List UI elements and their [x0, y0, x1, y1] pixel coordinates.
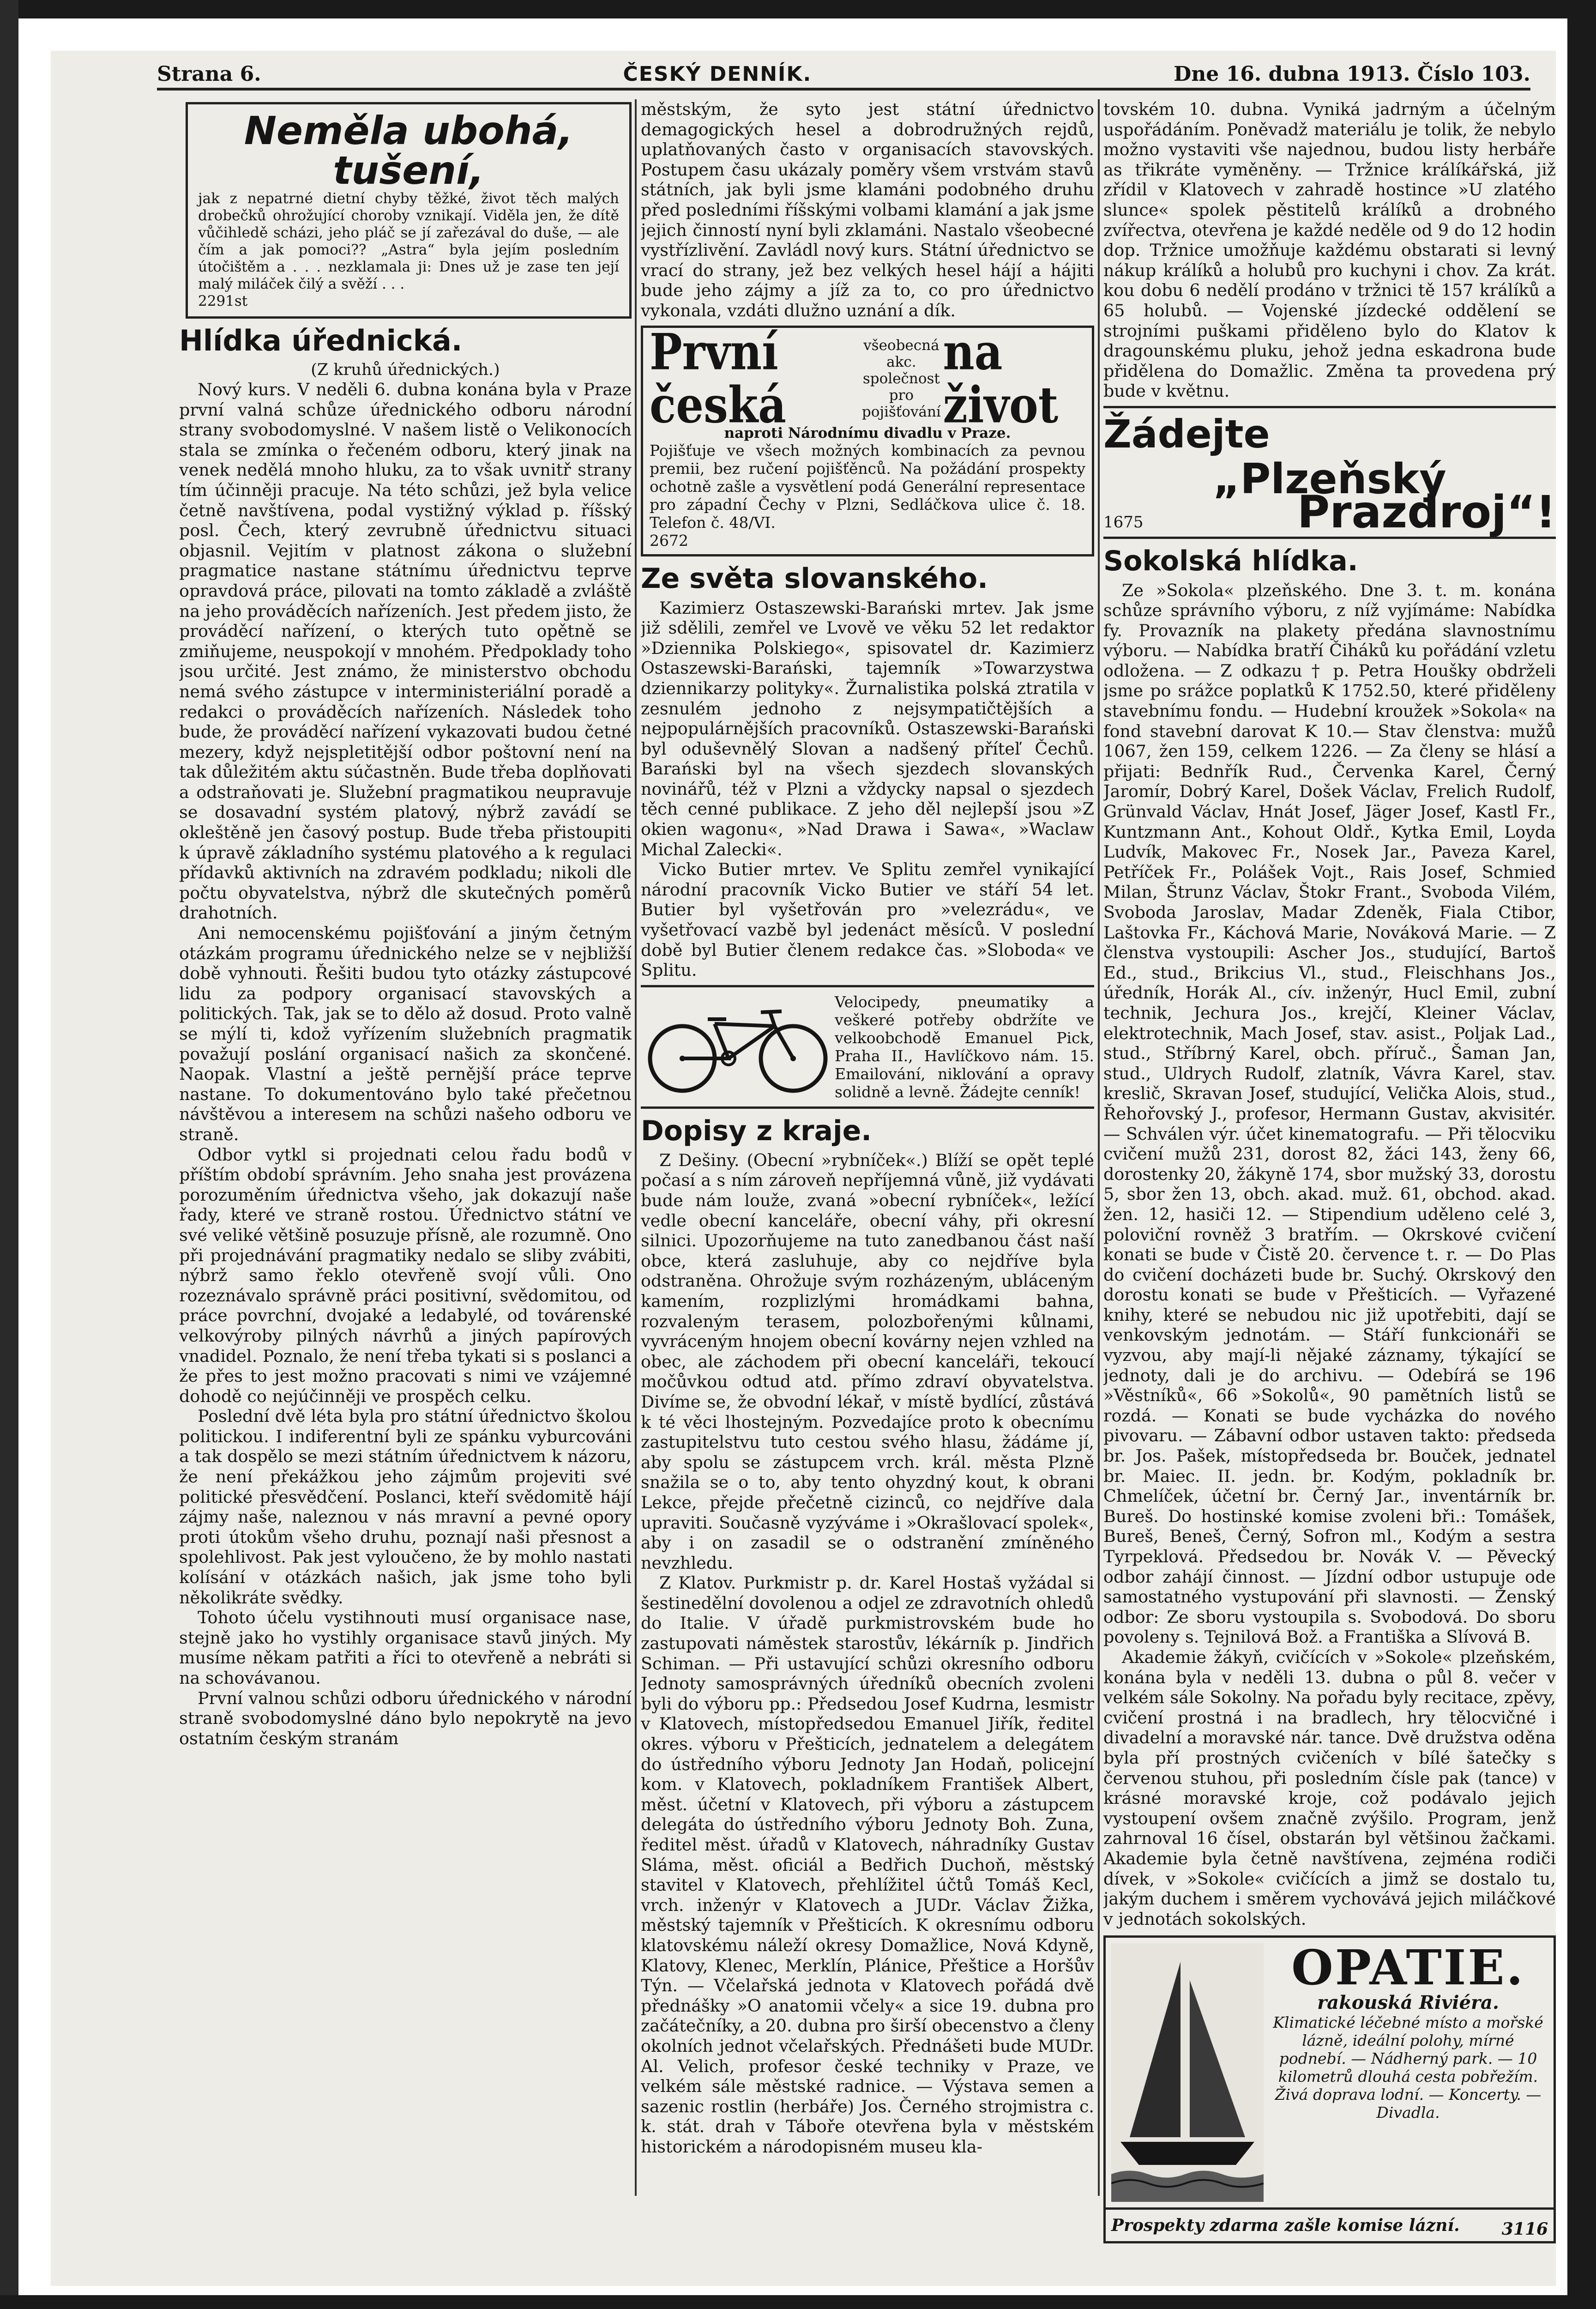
bicycle-icon: [641, 998, 835, 1095]
article-paragraph: Z Klatov. Purkmistr p. dr. Karel Hostaš vyžádal si šestinedělní dovolenou a odjel ze zdravotních ohledů do Italie. V úřadě purkmistrovském bude ho zastupovati náměstek starostův, lékárník p. Jindřich Schiman. — Při ustavující schůzi okresního odboru Jednoty samosprávných úředníků obecních zvoleni byli do výboru pp.: Předsedou Josef Kudrna, lesmistr v Klatovech, místopředsedou Emanuel Jiřík, ředitel okres. výboru v Přešticích, jednatelem a delegátem do ústředního výboru Jednoty Jan Hodaň, policejní kom. v Klatovech, pokladníkem František Albert, měst. účetní v Klatovech, při výboru a zástupcem delegáta do ústředního výboru Jednoty Boh. Zuna, ředitel měst. úřadů v Klatovech, náhradníky Gustav Sláma, měst. oficiál a Bedřich Duchoň, městský stavitel v Klatovech, přehlížitel účtů Tomáš Kecl, vrch. inženýr v Klatovech a JUDr. Václav Žižka, městský tajemník v Přešticích. K okresnímu odboru klatovskému náleží okresy Domažlice, Nová Kdyně, Klatovy, Klenec, Merklín, Plánice, Přeštice a Horšův Týn. — Včelařská jednota v Klatovech pořádá dvě přednášky »O anatomii včely« a sice 19. dubna pro začátečníky, a 20. dubna pro širší obecenstvo a členy okolních jednot včelařských. Přednášeti bude MUDr. Al. Velich, profesor české techniky v Praze, ve velkém sále městské radnice. — Výstava semen a sazenic rostlin (herbáře) Jos. Černého strojmistra c. k. stát. drah v Táboře otevřena byla v městském historickém a národopisném museu kla-: [641, 1573, 1094, 2157]
issue-date: Dne 16. dubna 1913. Číslo 103.: [1174, 62, 1530, 86]
ad-code: 2291st: [198, 293, 248, 309]
column-divider: [1098, 99, 1100, 2196]
article-paragraph: městským, že syto jest státní úřednictvo demagogických hesel a dobrodružných rejdů, uplatňovaných často v organisacích stavovských. Postupem času ukázaly poměry všem vrstvám stavů státních, jak byli jsme klamáni podobného druhu před posledními říšskými volbami klamání a jak jsme jejich činností nyní byli zklamáni. Nastalo všeobecné vystřízlivění. Zavládl nový kurs. Státní úřednictvo se vrací do strany, jež bez velkých hesel hájí a hájiti bude jeho zájmy a jíž za to, co pro úřednictvo vykonala, vzdáti dlužno uznání a dík.: [641, 99, 1094, 320]
bicycle-ad: [641, 985, 1094, 1109]
scan-border-left: [0, 0, 18, 2309]
article-paragraph: Kazimierz Ostaszewski-Barański mrtev. Jak jsme již sdělili, zemřel ve Lvově ve věku 52 let redaktor »Dziennika Polskiego«, spisovatel dr. Kazimierz Ostaszewski-Barański, tajemník »Towarzystwa dziennikarzy polityky«. Žurnalistika polská ztratila v zesnulém jednoho z nejsympatičtějších a nejpopulárnějších pracovníků. Ostaszewski-Barański byl oduševnělý Slovan a nadšený příteľ Čechů. Barański byl na všech sjezdech slovanských novinářů, též v Plzni a vždycky napsal o sjezdech těch cenné publikace. Z jeho děl nejlepší jsou »Z okien wagonu«, »Nad Drawa i Sawa«, »Waclaw Michal Zalecki«.: [641, 598, 1094, 859]
astra-ad: [186, 102, 632, 319]
ad-headline-2: tušení,: [333, 148, 484, 193]
opatija-ad-body: Klimatické léčebné místo a mořské lázně, ideální polohy, mírné podnebí. — Nádherný park. — 10 kilometrů dlouhá cesta pobřežím. Živá doprava lodní. — Koncerty. — Divadla.: [1273, 2013, 1543, 2122]
pilsner-ad-line-1: Žádejte: [1103, 411, 1270, 457]
section-title: Dopisy z kraje.: [641, 1114, 872, 1147]
scan-border-top: [0, 0, 1596, 18]
insurance-ad-address: naproti Národnímu divadlu v Praze.: [724, 424, 1011, 441]
column-divider: [635, 99, 637, 2196]
pilsner-ad-line-3: Prazdroj“!: [1297, 486, 1556, 538]
ad-body: jak z nepatrné dietní chyby těžké, život těch malých drobečků ohrožující choroby vznikají. Viděla jen, že dítě vůčihledě scházi, jeho pláč se jí zařezával do duše, — ale čím a jak pomoci?? „Astra“ byla jejím posledním útočištěm a . . . nezklamala ji: Dnes už je zase ten její malý miláček čilý a svěží . . .: [198, 190, 619, 292]
column-3: [1103, 99, 1556, 2265]
pilsner-ad-code: 1675: [1103, 513, 1144, 532]
opatija-ad-title: OPATIE.: [1291, 1939, 1525, 1996]
section-title: Hlídka úřednická.: [179, 324, 463, 357]
section-subtitle: (Z kruhů úřednických.): [311, 361, 500, 379]
newspaper-title: ČESKÝ DENNÍK.: [623, 62, 812, 86]
column-2: [641, 99, 1094, 2265]
pilsner-ad: [1103, 406, 1556, 539]
section-title: Sokolská hlídka.: [1103, 544, 1358, 577]
sailboat-icon: [1111, 1943, 1264, 2202]
scan-border-right: [1567, 0, 1596, 2309]
article-paragraph: Ani nemocenskému pojišťování a jiným četným otázkám programu úřednického nelze se v nejbližší době vyhnouti. Řešiti budou tyto otázky zástupcové lidu za podpory organisací stavovských a politických. Tak, jak se to dělo až dosud. Proto valně se mýlí ti, kdož vyřízením služebních pragmatik považují poslání organisací našich za skončené. Naopak. Vlastní a ještě pernější práce teprve nastane. To dokumentováno bylo také přečetnou návštěvou a interesem na schůzi našeho odboru ve straně.: [179, 923, 632, 1144]
insurance-ad-mid: všeobecná akc. společnost pro pojišťování: [861, 337, 941, 420]
insurance-ad-body: Pojišťuje ve všech možných kombinacích za pevnou premii, bez ručení pojišťěnců. Na požádání prospekty ochotně zašle a vysvětlení podá Generální representace pro západní Čechy v Plzni, Sedláčkova ulice č. 18. Telefon č. 48/VI.: [650, 441, 1085, 532]
scan-border-bottom: [0, 2295, 1596, 2309]
article-paragraph: Akademie žákyň, cvičících v »Sokole« plzeňském, konána byla v neděli 13. dubna o půl 8. večer v velkém sále Sokolny. Na pořadu byly recitace, zpěvy, cvičení prostná i na bradlech, hry tělocvičné i divadelní a moravské nár. tance. Dvě družstva oděna byla pří prostných cvičeních v bílé šatečky s červenou stuhou, při posledním čísle pak (tance) v krásné moravské kroje, což podávalo jejich vystoupení ovšem značně zvýšilo. Program, jenž zahrnoval 16 čísel, obstarán byl většinou žačkami. Akademie byla četně navštívena, zejména rodiči dívek, v »Sokole« cvičících a jimž se dostalo tu, jakým duchem i směrem vychovává jejich miláčkové v jednotách sokolských.: [1103, 1647, 1556, 1929]
insurance-ad: [641, 322, 1094, 556]
opatija-ad-subtitle: rakouská Riviéra.: [1317, 1992, 1499, 2014]
article-paragraph: Tohoto účelu vystihnouti musí organisace nase, stejně jako ho vystihly organisace stavů jiných. My musíme někam patřiti a říci to otevřeně a nebráti si na schovávanou.: [179, 1608, 632, 1688]
column-1: [179, 99, 632, 2265]
opatija-ad-code: 3116: [1501, 2219, 1548, 2239]
article-paragraph: Ze »Sokola« plzeňského. Dne 3. t. m. konána schůze správního výboru, z níž vyjímáme: Nabídka fy. Provazník na plakety předána slavnostnímu výboru. — Nabídka bratří Čiháků ku pořádání vzletu odložena. — Z odkazu † p. Petra Houšky obdrželi jsme po srážce poplatků K 1752.50, které přiděleny stavebnímu fondu. — Hudební kroužek »Sokola« na fond stavební darovat K 10.— Stav členstva: mužů 1067, žen 159, celkem 1226. — Za členy se hlásí a přijati: Bednřík Rud., Červenka Karel, Černý Jaromír, Dobrý Karel, Došek Václav, Frelich Rudolf, Grünvald Václav, Hnát Josef, Jäger Josef, Kastl Fr., Kuntzmann Ant., Kohout Oldř., Kytka Emil, Loyda Ludvík, Makovec Fr., Nosek Jar., Paveza Karel, Petříček Fr., Polášek Vojt., Rais Josef, Schmied Milan, Štrunz Václav, Štokr Frant., Svoboda Vilém, Svoboda Jaroslav, Madar Zdeněk, Fiala Ctibor, Laštovka Fr., Káchová Marie, Nováková Marie. — Z členstva vystoupili: Ascher Jos., studující, Bartoš Ed., stud., Brikcius Vl., stud., Fleischhans Jos., úředník, Horák Al., cív. inženýr, Hucl Emil, zubní technik, Jechura Jos., krejčí, Kleiner Václav, elektrotechnik, Mach Josef, stav. asist., Poljak Lad., stud., Stříbrný Karel, obch. příruč., Šaman Jan, stud., Uldrych Rudolf, zlatník, Vávra Karel, stav. kreslič, Skravan Josef, studující, Velička Alois, stud., Řehořovský J., profesor, Hermann Gustav, akvisitér. — Schválen výr. účet kinematografu. — Při tělocviku cvičení mužů 231, dorost 82, žáci 143, ženy 66, dorostenky 20, žákyně 174, sbor mužský 33, dorostu 5, sbor žen 13, obch. akad. muž. 61, obchod. akad. žen. 12, hasiči 12. — Stipendium uděleno celé 3, poloviční rovněž 3 bratřím. — Okrskové cvičení konati se bude v Čistě 20. července t. r. — Do Plas do cvičení docházeti bude br. Suchý. Okrskový den dorostu konati se bude v Přešticích. — Vyřazené knihy, které se nebudou nic již upotřebiti, dají se venkovským jednotám. — Stáří funkcionáři se vyzvou, aby mají-li nějaké záznamy, týkající se jednoty, dali je do archivu. — Odebírá se 196 »Věstníků«, 66 »Sokolů«, 90 pamětních listů se rozdá. — Konati se bude vycházka do nového pivovaru. — Zábavní odbor ustaven takto: předseda br. Jos. Pašek, místopředseda br. Bouček, jednatel br. Maiec. II. jedn. br. Kodým, pokladník br. Chmelíček, účetní br. Černý Jar., inventárník br. Bureš. Do hostinské komise zvoleni bři.: Tomášek, Bureš, Beneš, Černý, Sofron ml., Kodým a sestra Tyrpeklová. Předsedou br. Novák V. — Pěvecký odbor zahájí činnost. — Jízdní odbor ustupuje ode samostatného vystupování při slavnosti. — Ženský odbor: Ze sboru vystoupila s. Svobodová. Do sboru povoleny s. Tejnilová Bož. a Františka a Slívová B.: [1103, 580, 1556, 1647]
article-paragraph: Poslední dvě léta byla pro státní úřednictvo školou politickou. I indiferentní byli ze spánku vyburcováni a tak dospělo se mezi státním úřednictvem k názoru, že není překážkou jeho zájmům projeviti své politické přesvědčení. Poslanci, kteří svědomitě hájí zájmy naše, naleznou v nás mravní a pevné opory proti útokům všeho druhu, poznají naši přesnost a spolehlivost. Pak jest vyloučeno, že by mohlo nastati kolísání v otázkách našich, jak jsme toho byli několikráte svědky.: [179, 1406, 632, 1608]
article-paragraph: Odbor vytkl si projednati celou řadu bodů v příštím období správním. Jeho snaha jest provázena porozuměním úřednictva všeho, jak dokazují naše řady, které ve straně rostou. Úřednictvo státní ve své veliké většině posuzuje přísně, ale rozumně. Ono při projednávání pragmatiky nedalo se sliby zvábiti, nýbrž samo řeklo otevřeně svojí vůli. Ono rozeznávalo správně práci positivní, svědomitou, od práce povrchní, dvojaké a ledabylé, od továrenské velkovýroby pilných návrhů a jiných papírových vnadidel. Poznalo, že není třeba tykati si s poslanci a že přes to jest možno pracovati s nimi ve vzájemné dohodě co nejúčinněji ve prospěch celku.: [179, 1144, 632, 1406]
insurance-ad-code: 2672: [650, 531, 688, 550]
article-paragraph: Z Dešiny. (Obecní »rybníček«.) Blíží se opět teplé počasí a s ním zároveň nepříjemná vůně, již vydávati bude nám louže, zvaná »obecní rybníček«, ležící vedle obecní kanceláře, obecní váhy, při okresní silnici. Upozorňujeme na tuto zanedbanou část naší obce, která zasluhuje, aby co nejdříve byla odstraněna. Ohrožuje svým rozházeným, ubláceným kamením, rozplizlými hromádkami bahna, rozvaleným terasem, polozbořenými kůlnami, vyvráceným hnojem obecní kovárny nejen vzhled na obec, ale záchodem při obecní kanceláři, tekoucí močůvkou odtud atd. přímo zdraví obyvatelstva. Divíme se, že obvodní lékař, v místě bydlící, zůstává k té věci lhostejným. Pozvedajíce proto k obecnímu zastupitelstvu tuto cestou svého hlasu, žádáme jí, aby spolu se zástupcem vrch. král. města Plzně snažila se o to, aby tento ohyzdný kout, k obrani Lekce, přejde přečetně cizinců, co nejdříve dala upraviti. Současně vyzýváme i »Okrašlovací spolek«, aby i on zasadil se o odstranění zmíněného nevzhledu.: [641, 1150, 1094, 1573]
insurance-ad-right: na život: [943, 322, 1059, 435]
article-paragraph: První valnou schůzi odboru úřednického v národní straně svobodomyslné dáno bylo nepokrytě na jevo ostatním českým stranám: [179, 1688, 632, 1748]
article-paragraph: Vicko Butier mrtev. Ve Splitu zemřel vynikající národní pracovník Vicko Butier ve stáří 54 let. Butier byl vyšetřován pro »velezrádu«, ve vyšetřovací vazbě byl jedenáct měsíců. V poslední době byl Butier členem redakce čas. »Sloboda« ve Splitu.: [641, 859, 1094, 980]
article-paragraph: Nový kurs. V neděli 6. dubna konána byla v Praze první valná schůze úřednického odboru národní strany svobodomyslné. V našem listě o Velikonocích stala se zmínka o řečeném odboru, který jinak na venek nedělá mnoho hluku, za to však uvnitř strany tím účinněji pracuje. Na této schůzi, jež byla velice četně navštívena, podal vystižný výklad p. říšský posl. Čech, který zevrubně úřednictvu situaci objasnil. Vejitím v platnost zákona o služební pragmatice nastane státnímu úřednictvu teprve opravdová práce, pilovati na tomto základě a zvláště na jeho prováděcích nařízeních. Jest předem jisto, že prováděcí nařízení, o kterých tuto opětně se zmiňujeme, neuspokojí v mnohém. Předpoklady toho jsou určité. Jest známo, že ministerstvo obchodu nemá svého zástupce v interministeriální poradě a redakci o prováděcích nařízeních. Následek toho bude, že prováděcí nařízení vykazovati budou četné mezery, když nejspletitější odbor poštovní není na tak důležitém aktu súčastněn. Bude třeba doplňovati a odstraňovati je. Služební pragmatikou neupravuje se dosavadní systém platový, nýbrž zavádí se okleštěně jen časový postup. Bude třeba přistoupiti k úpravě základního systému platového a k regulaci přídavků aktivních na zdravém podkladu; nikoli dle počtu obyvatelstva, nýbrž dle skutečných poměrů drahotních.: [179, 380, 632, 923]
opatija-ad: [1103, 1935, 1556, 2210]
ad-headline-1: Neměla ubohá,: [244, 108, 573, 153]
page-header: [157, 60, 1530, 91]
article-paragraph: tovském 10. dubna. Vyniká jadrným a účelným uspořádáním. Poněvadž materiálu je tolik, že nebylo možno vystaviti vše najednou, budou listy herbáře as třikráte vyměněny. — Tržnice králíkářská, již zřídil v Klatovech v zahradě hostince »U zlatého slunce« spolek pěstitelů králíků a drobného zvířectva, otevřena je každé neděle od 9 do 12 hodin dop. Tržnice umožňuje každému obstarati si levný nákup králíků a holubů pro kuchyni i chov. Za krát. kou dobu 6 nedělí prodáno v tržnici tě 157 králíků a 65 holubů. — Vojenské jízdecké oddělení se strojními puškami přiděleno bylo do Klatov k dragounskému pluku, jehož jedna eskadrona bude přidělena do Domažlic. Změna ta provedena prý bude v květnu.: [1103, 99, 1556, 401]
opatija-ad-footer: Prospekty zdarma zašle komise lázní.: [1111, 2216, 1460, 2236]
pilsner-ad-line-2: „Plzeňský: [1213, 454, 1446, 503]
section-title: Ze světa slovanského.: [641, 562, 988, 595]
bicycle-ad-text: Velocipedy, pneumatiky a veškeré potřeby obdržíte ve velkoobchodě Emanuel Pick, Praha II., Havlíčkovo nám. 15. Emailování, niklování a opravy solidně a levně. Žádejte cenník!: [835, 992, 1094, 1101]
page-number: Strana 6.: [157, 62, 261, 86]
insurance-ad-left: První česká: [650, 322, 786, 435]
